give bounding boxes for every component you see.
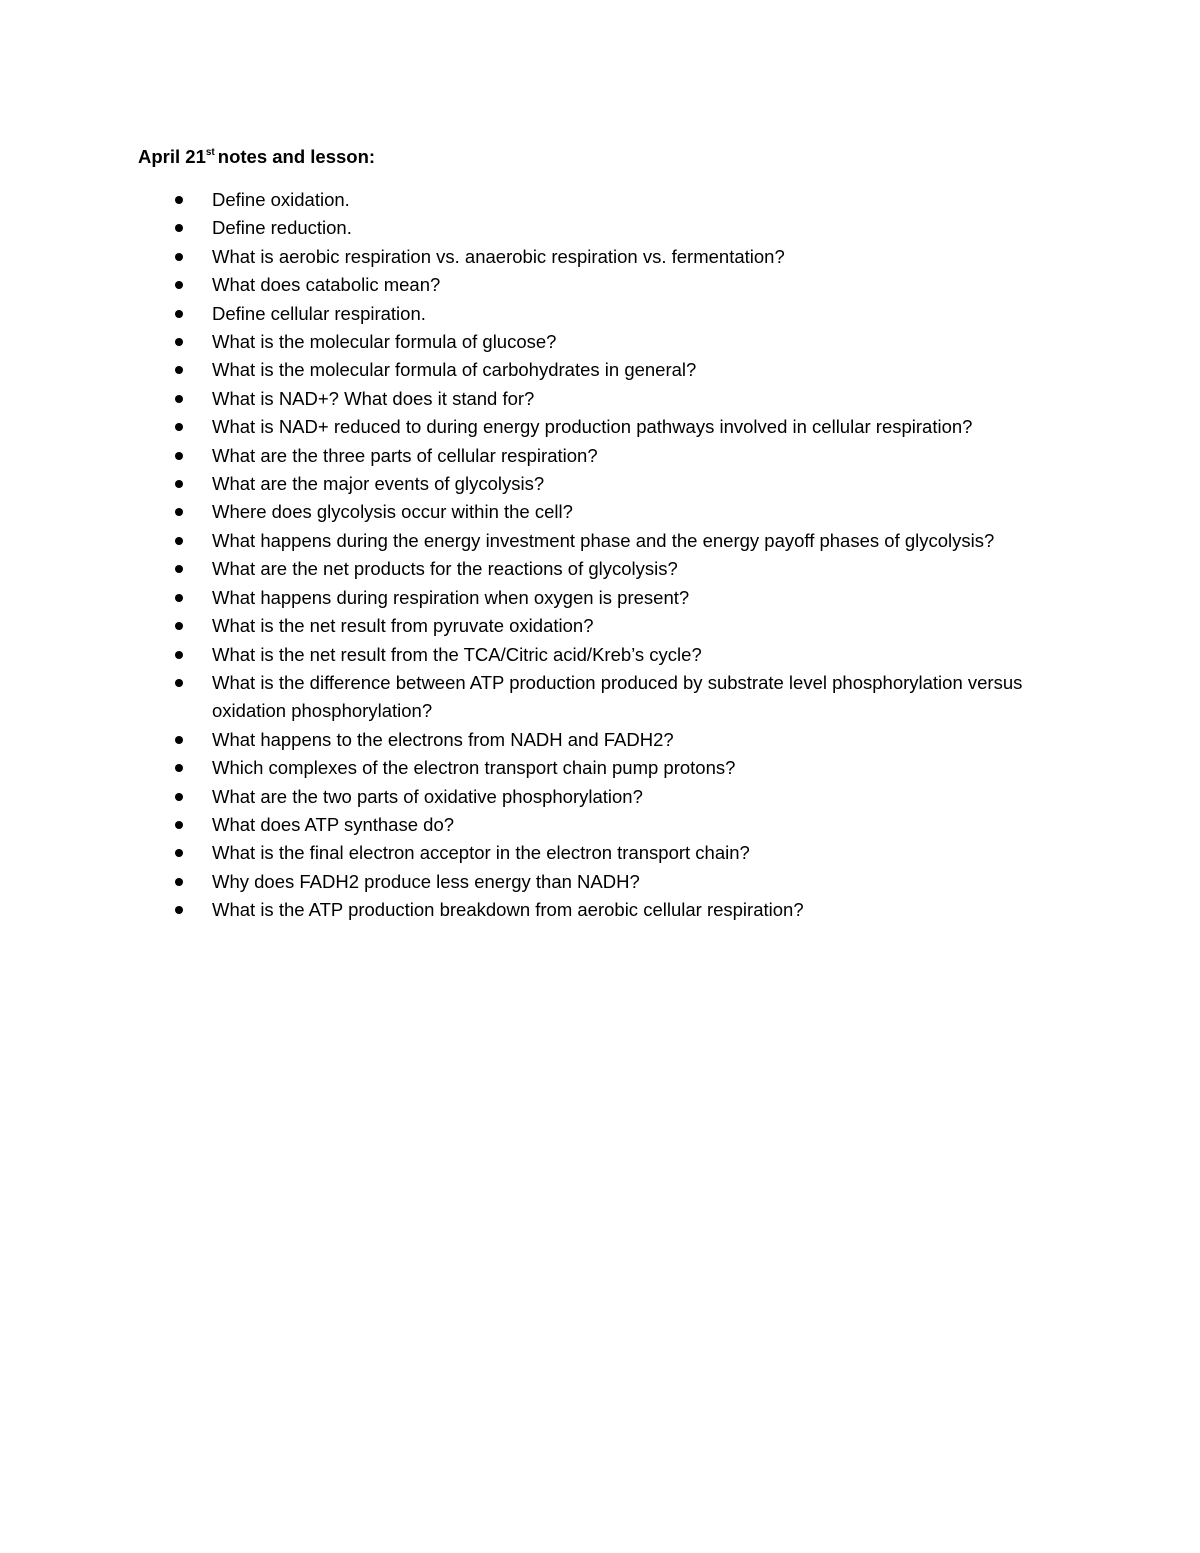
bullet-icon — [175, 508, 183, 516]
bullet-icon — [175, 821, 183, 829]
question-item — [0, 896, 1200, 924]
bullet-icon — [175, 281, 183, 289]
question-text: What happens to the electrons from NADH and FADH2? — [212, 728, 674, 750]
bullet-icon — [175, 679, 183, 687]
question-list — [0, 186, 1200, 925]
question-text: What are the major events of glycolysis? — [212, 473, 545, 495]
question-item — [0, 385, 1200, 413]
bullet-icon — [175, 366, 183, 374]
question-text: What is the ATP production breakdown from aerobic cellular respiration? — [212, 899, 804, 921]
question-item — [0, 328, 1200, 356]
question-text: What is aerobic respiration vs. anaerobic respiration vs. fermentation? — [212, 245, 785, 267]
page-title — [138, 143, 375, 171]
title-rest: notes and lesson: — [217, 146, 376, 167]
bullet-icon — [175, 338, 183, 346]
question-text: Define oxidation. — [212, 189, 350, 210]
question-item — [0, 214, 1200, 242]
question-item — [0, 754, 1200, 782]
question-item — [0, 641, 1200, 669]
question-item — [0, 186, 1200, 214]
bullet-icon — [175, 594, 183, 602]
question-item — [0, 271, 1200, 299]
question-text: Define reduction. — [212, 217, 352, 239]
question-item — [0, 555, 1200, 583]
question-text: What is the difference between ATP production produced by substrate level phosphorylation versus oxidation phosphorylation? — [212, 671, 1023, 722]
question-text: What is the molecular formula of glucose? — [212, 331, 557, 353]
question-text: Why does FADH2 produce less energy than NADH? — [212, 870, 640, 892]
question-item — [0, 243, 1200, 271]
bullet-icon — [175, 480, 183, 488]
question-text: What happens during the energy investment phase and the energy payoff phases of glycolysis? — [212, 529, 995, 551]
bullet-icon — [175, 452, 183, 460]
question-text: What is NAD+? What does it stand for? — [212, 387, 535, 409]
question-item — [0, 612, 1200, 640]
question-item — [0, 413, 1200, 441]
question-item — [0, 356, 1200, 384]
bullet-icon — [175, 878, 183, 886]
question-item — [0, 498, 1200, 526]
bullet-icon — [175, 906, 183, 914]
question-item — [0, 669, 1200, 726]
question-text: Which complexes of the electron transport chain pump protons? — [212, 757, 736, 779]
question-item — [0, 811, 1200, 839]
question-text: What are the net products for the reactions of glycolysis? — [212, 558, 678, 580]
question-text: What is the final electron acceptor in the electron transport chain? — [212, 842, 750, 864]
question-item — [0, 726, 1200, 754]
question-item — [0, 470, 1200, 498]
question-text: What is NAD+ reduced to during energy production pathways involved in cellular respiration? — [212, 416, 973, 438]
question-text: What does ATP synthase do? — [212, 813, 455, 835]
bullet-icon — [175, 253, 183, 261]
question-item — [0, 442, 1200, 470]
question-item — [0, 584, 1200, 612]
bullet-icon — [175, 537, 183, 545]
bullet-icon — [175, 793, 183, 801]
question-item — [0, 783, 1200, 811]
title-date: April 21 — [138, 146, 206, 167]
bullet-icon — [175, 565, 183, 573]
bullet-icon — [175, 622, 183, 630]
bullet-icon — [175, 196, 183, 204]
question-item — [0, 868, 1200, 896]
question-text: What happens during respiration when oxygen is present? — [212, 586, 690, 608]
bullet-icon — [175, 310, 183, 318]
question-text: Define cellular respiration. — [212, 302, 426, 324]
title-ordinal-suffix: st — [205, 147, 215, 158]
bullet-icon — [175, 224, 183, 232]
question-item — [0, 839, 1200, 867]
question-text: What is the net result from the TCA/Citric acid/Kreb’s cycle? — [212, 643, 702, 665]
bullet-icon — [175, 423, 183, 431]
bullet-icon — [175, 395, 183, 403]
question-item — [0, 300, 1200, 328]
question-text: What are the three parts of cellular respiration? — [212, 444, 598, 466]
bullet-icon — [175, 651, 183, 659]
question-text: What is the net result from pyruvate oxidation? — [212, 615, 594, 637]
question-item — [0, 527, 1200, 555]
question-text: What are the two parts of oxidative phosphorylation? — [212, 785, 643, 807]
question-text: Where does glycolysis occur within the cell? — [212, 501, 573, 523]
bullet-icon — [175, 849, 183, 857]
question-text: What does catabolic mean? — [212, 274, 441, 296]
question-text: What is the molecular formula of carbohydrates in general? — [212, 359, 697, 381]
bullet-icon — [175, 736, 183, 744]
bullet-icon — [175, 764, 183, 772]
